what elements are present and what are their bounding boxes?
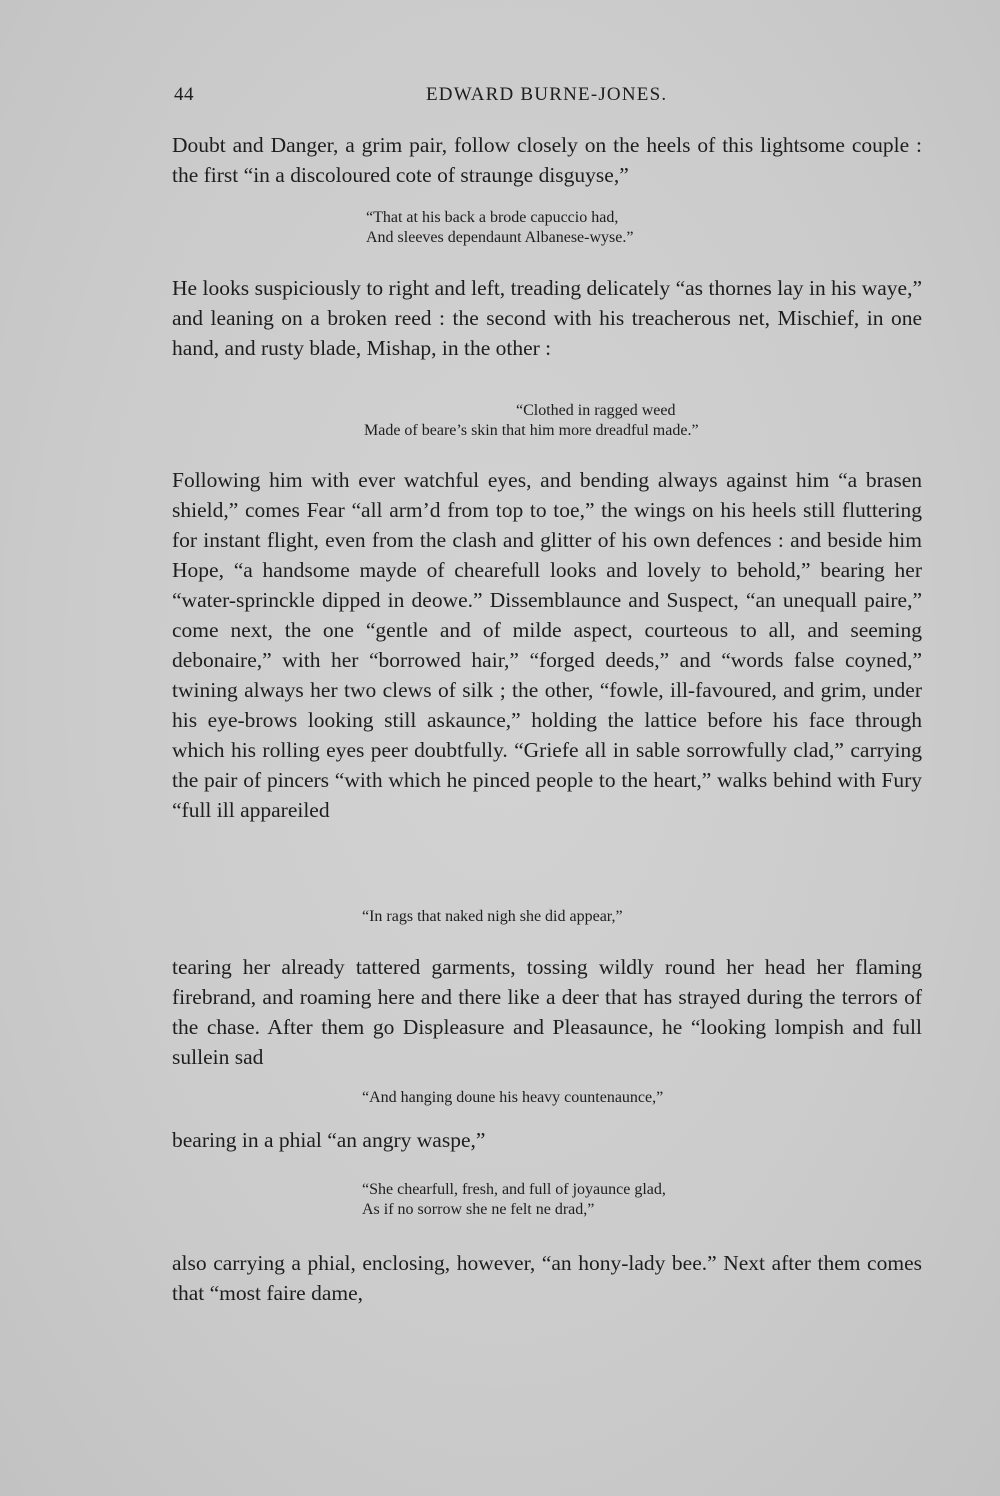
paragraph-1-block xyxy=(172,130,922,190)
verse-quote-2 xyxy=(364,401,699,441)
paragraph: also carrying a phial, enclosing, however, “an hony-lady bee.” Next after them comes that “most faire dame, xyxy=(172,1251,922,1305)
verse-line: Made of beare’s skin that him more dreadful made.” xyxy=(364,422,699,439)
paragraph: Following him with ever watchful eyes, and bending always against him “a brasen shield,” comes Fear “all arm’d from top to toe,” the wings on his heels still fluttering for instant flight, even from the clash and glitter of his own defences : and beside him Hope, “a handsome mayde of chearefull looks and lovely to behold,” bearing her “water-sprinckle dipped in deowe.” Dissemblaunce and Suspect, “an unequall paire,” come next, the one “gentle and of milde aspect, courteous to all, and seeming debonaire,” with her “borrowed hair,” “forged deeds,” and “words false coyned,” twining always her two clews of silk ; the other, “fowle, ill-favoured, and grim, under his eye-brows looking still askaunce,” holding the lattice before his face through which his rolling eyes peer doubtfully. “Griefe all in sable sorrowfully clad,” carrying the pair of pincers “with which he pinced people to the heart,” walks behind with Fury “full ill appareiled xyxy=(172,468,922,822)
verse-line: “She chearfull, fresh, and full of joyaunce glad, xyxy=(362,1181,666,1198)
paragraph: tearing her already tattered garments, tossing wildly round her head her flaming firebrand, and roaming here and there like a deer that has strayed during the terrors of the chase. After them go Displeasure and Pleasaunce, he “looking lompish and full sullein sad xyxy=(172,955,922,1069)
paragraph-3-block xyxy=(172,465,922,825)
verse-line: “Clothed in ragged weed xyxy=(516,402,676,419)
verse-line: “And hanging doune his heavy countenaunce,” xyxy=(362,1089,664,1106)
paragraph-2-block xyxy=(172,273,922,363)
paragraph: He looks suspiciously to right and left, treading delicately “as thornes lay in his waye,” and leaning on a broken reed : the second with his treacherous net, Mischief, in one hand, and rusty blade, Mishap, in the other : xyxy=(172,276,922,360)
page-header xyxy=(174,84,922,112)
page-number: 44 xyxy=(174,84,194,105)
verse-line: As if no sorrow she ne felt ne drad,” xyxy=(362,1201,595,1218)
verse-quote-1 xyxy=(366,208,633,248)
running-head: EDWARD BURNE-JONES. xyxy=(426,84,668,105)
paragraph-5-block xyxy=(172,1125,922,1155)
paragraph-4-block xyxy=(172,952,922,1072)
verse-quote-4 xyxy=(362,1088,663,1108)
verse-quote-5 xyxy=(362,1180,666,1220)
paragraph: bearing in a phial “an angry waspe,” xyxy=(172,1128,486,1152)
verse-line: “That at his back a brode capuccio had, xyxy=(366,209,619,226)
verse-line: And sleeves dependaunt Albanese-wyse.” xyxy=(366,229,634,246)
verse-line: “In rags that naked nigh she did appear,” xyxy=(362,908,623,925)
paragraph: Doubt and Danger, a grim pair, follow closely on the heels of this lightsome couple : the first “in a discoloured cote of straunge disguyse,” xyxy=(172,133,922,187)
verse-quote-3 xyxy=(362,907,623,927)
paragraph-6-block xyxy=(172,1248,922,1308)
